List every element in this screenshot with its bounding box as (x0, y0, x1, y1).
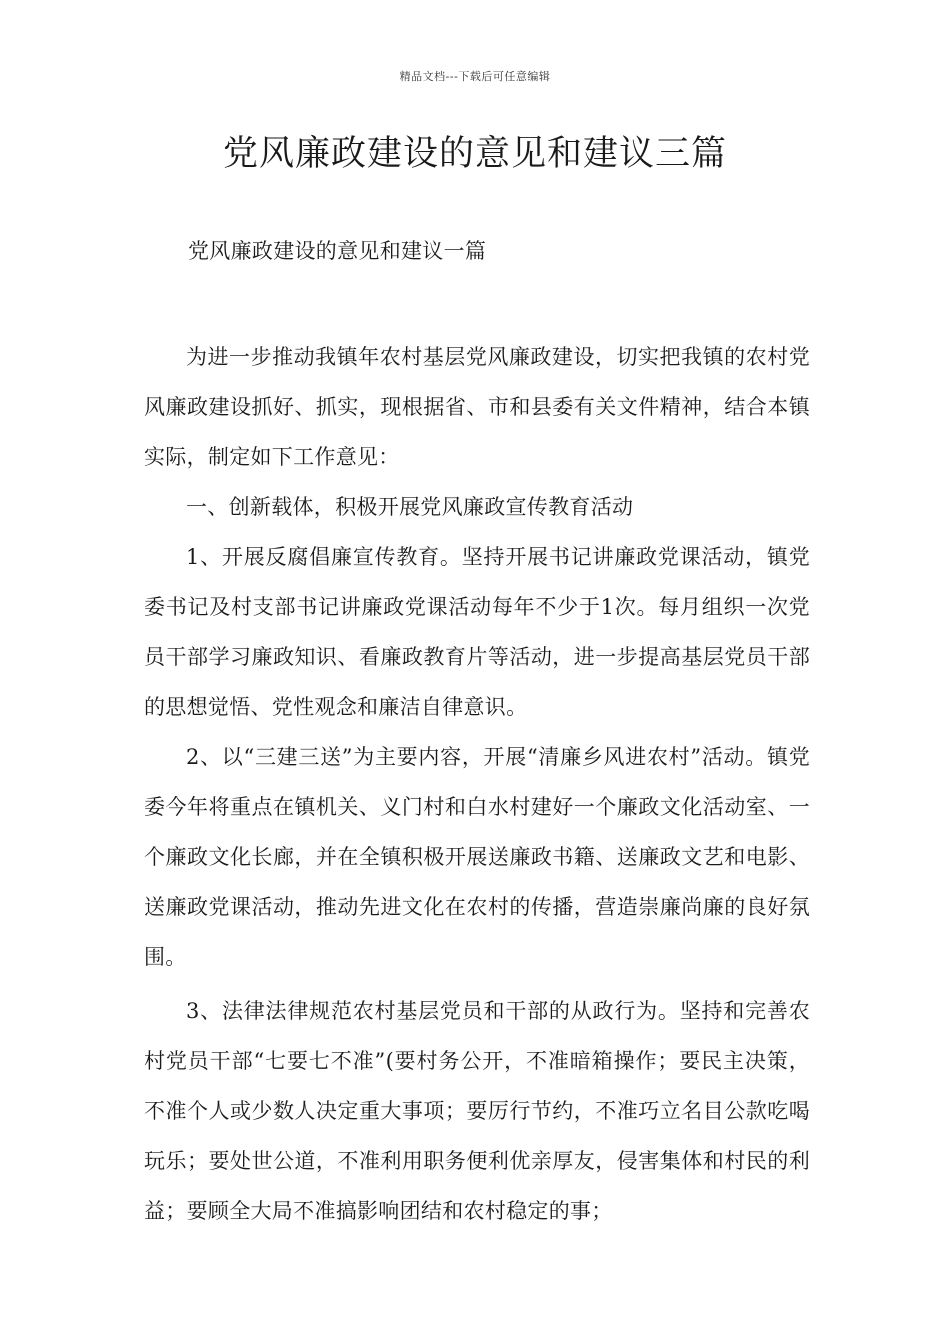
paragraph-item-1: 1、开展反腐倡廉宣传教育。坚持开展书记讲廉政党课活动，镇党委书记及村支部书记讲廉政党课活动每年不少于1次。每月组织一次党员干部学习廉政知识、看廉政教育片等活动，进一步提高基层党员干部的思想觉悟、党性观念和廉洁自律意识。 (144, 545, 810, 719)
paragraph-item-3: 3、法律法律规范农村基层党员和干部的从政行为。坚持和完善农村党员干部“七要七不准”(要村务公开，不准暗箱操作；要民主决策，不准个人或少数人决定重大事项；要厉行节约，不准巧立名目公款吃喝玩乐；要处世公道，不准利用职务便利优亲厚友，侵害集体和村民的利益；要顾全大局不准搞影响团结和农村稳定的事； (144, 999, 810, 1223)
section-subtitle: 党风廉政建设的意见和建议一篇 (188, 239, 487, 263)
paragraph-heading-1: 一、创新载体，积极开展党风廉政宣传教育活动 (186, 495, 634, 519)
paragraph-item-2: 2、以“三建三送”为主要内容，开展“清廉乡风进农村”活动。镇党委今年将重点在镇机关、义门村和白水村建好一个廉政文化活动室、一个廉政文化长廊，并在全镇积极开展送廉政书籍、送廉政文艺和电影、送廉政党课活动，推动先进文化在农村的传播，营造崇廉尚廉的良好氛围。 (144, 745, 810, 969)
page-header-note: 精品文档---下载后可任意编辑 (399, 70, 551, 83)
document-title: 党风廉政建设的意见和建议三篇 (222, 134, 727, 174)
paragraph-intro: 为进一步推动我镇年农村基层党风廉政建设，切实把我镇的农村党风廉政建设抓好、抓实，现根据省、市和县委有关文件精神，结合本镇实际，制定如下工作意见： (144, 345, 810, 469)
document-body (144, 332, 810, 1236)
